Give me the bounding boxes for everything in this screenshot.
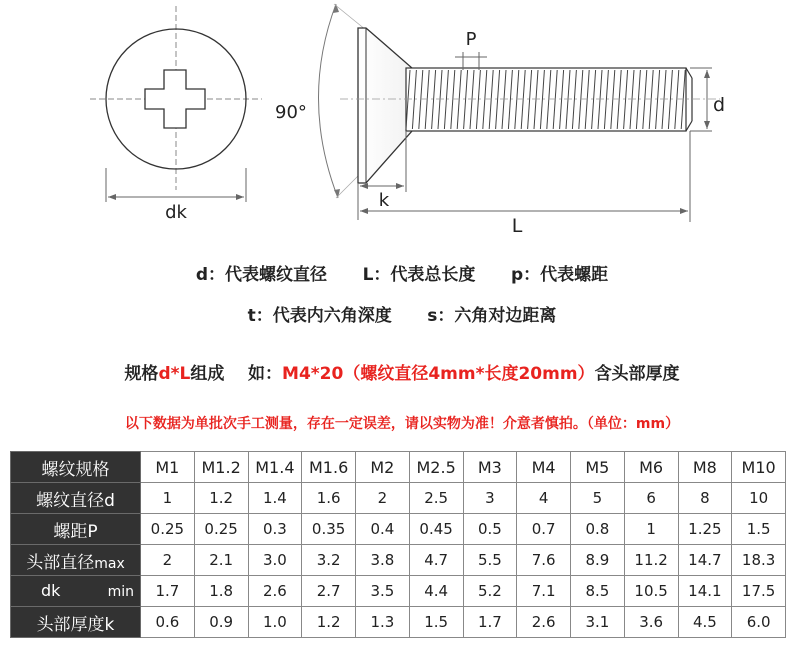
spec-middle: 组成 如：	[190, 364, 283, 384]
cell-pitch-4: 0.4	[356, 514, 410, 545]
cell-head-max-4: 3.8	[356, 545, 410, 576]
spec-prefix: 规格	[124, 364, 159, 384]
cell-head-max-2: 3.0	[248, 545, 302, 576]
cell-head-max-8: 8.9	[571, 545, 625, 576]
legend-line-2	[0, 301, 804, 326]
cell-head-min-9: 10.5	[624, 576, 678, 607]
cell-head-min-4: 3.5	[356, 576, 410, 607]
header-head-min-sub: min	[107, 584, 134, 600]
cell-thickness-0: 0.6	[141, 607, 195, 638]
cell-thickness-7: 2.6	[517, 607, 571, 638]
head-top-view	[90, 6, 262, 223]
cell-head-min-5: 4.4	[409, 576, 463, 607]
cell-head-max-5: 4.7	[409, 545, 463, 576]
row-pitch	[11, 514, 786, 545]
cell-diameter-10: 8	[678, 483, 732, 514]
cell-thickness-6: 1.7	[463, 607, 517, 638]
l-label: L	[511, 215, 523, 237]
spec-composition	[0, 359, 804, 384]
cell-head-min-8: 8.5	[571, 576, 625, 607]
spec-example: M4*20（螺纹直径4mm*长度20mm）	[282, 364, 595, 384]
header-pitch: 螺距P	[11, 514, 141, 545]
spec-formula: d*L	[158, 364, 191, 384]
cell-head-max-7: 7.6	[517, 545, 571, 576]
header-diameter: 螺纹直径d	[11, 483, 141, 514]
cell-thickness-4: 1.3	[356, 607, 410, 638]
cell-sizes-0: M1	[141, 452, 195, 483]
cell-pitch-2: 0.3	[248, 514, 302, 545]
row-diameter	[11, 483, 786, 514]
legend-line-1	[0, 260, 804, 285]
header-thickness: 头部厚度k	[11, 607, 141, 638]
cell-head-min-2: 2.6	[248, 576, 302, 607]
cell-sizes-6: M3	[463, 452, 517, 483]
cell-sizes-5: M2.5	[409, 452, 463, 483]
cell-sizes-7: M4	[517, 452, 571, 483]
cell-diameter-0: 1	[141, 483, 195, 514]
screw-side-view	[275, 4, 725, 237]
cell-sizes-4: M2	[356, 452, 410, 483]
header-head-max-main: 头部直径	[26, 552, 95, 573]
cell-head-max-10: 14.7	[678, 545, 732, 576]
cell-pitch-0: 0.25	[141, 514, 195, 545]
cell-diameter-7: 4	[517, 483, 571, 514]
cell-sizes-11: M10	[732, 452, 786, 483]
p-label: P	[465, 29, 477, 50]
cell-diameter-3: 1.6	[302, 483, 356, 514]
cell-sizes-1: M1.2	[194, 452, 248, 483]
screw-diagram	[0, 0, 804, 250]
cell-pitch-11: 1.5	[732, 514, 786, 545]
cell-sizes-9: M6	[624, 452, 678, 483]
dk-label: dk	[165, 202, 187, 223]
cell-thickness-10: 4.5	[678, 607, 732, 638]
cell-head-min-1: 1.8	[194, 576, 248, 607]
cell-sizes-8: M5	[571, 452, 625, 483]
cell-diameter-6: 3	[463, 483, 517, 514]
header-spec: 螺纹规格	[11, 452, 141, 483]
cell-thickness-3: 1.2	[302, 607, 356, 638]
cell-thickness-9: 3.6	[624, 607, 678, 638]
cell-pitch-7: 0.7	[517, 514, 571, 545]
cell-thickness-5: 1.5	[409, 607, 463, 638]
cell-thickness-1: 0.9	[194, 607, 248, 638]
legend-p: p：代表螺距	[510, 265, 609, 285]
cell-diameter-11: 10	[732, 483, 786, 514]
cell-head-min-10: 14.1	[678, 576, 732, 607]
legend-t: t：代表内六角深度	[247, 306, 392, 326]
spec-suffix: 含头部厚度	[594, 364, 680, 384]
cell-diameter-9: 6	[624, 483, 678, 514]
row-spec	[11, 452, 786, 483]
legend-l: L：代表总长度	[362, 265, 476, 285]
header-head-max-sub: max	[94, 555, 125, 572]
cell-pitch-3: 0.35	[302, 514, 356, 545]
cell-pitch-10: 1.25	[678, 514, 732, 545]
cell-head-min-6: 5.2	[463, 576, 517, 607]
cell-head-min-0: 1.7	[141, 576, 195, 607]
cell-diameter-1: 1.2	[194, 483, 248, 514]
cell-head-max-1: 2.1	[194, 545, 248, 576]
legend-d: d：代表螺纹直径	[195, 265, 328, 285]
phillips-cross-icon	[145, 70, 205, 128]
spec-table	[10, 451, 786, 638]
cell-pitch-6: 0.5	[463, 514, 517, 545]
cell-head-max-3: 3.2	[302, 545, 356, 576]
header-head-min-main: dk	[41, 581, 61, 600]
row-head-min	[11, 576, 786, 607]
cell-head-min-11: 17.5	[732, 576, 786, 607]
cell-thickness-11: 6.0	[732, 607, 786, 638]
header-head-max	[11, 545, 141, 576]
cell-thickness-2: 1.0	[248, 607, 302, 638]
d-label: d	[713, 94, 726, 116]
cell-pitch-8: 0.8	[571, 514, 625, 545]
cell-diameter-8: 5	[571, 483, 625, 514]
cell-sizes-3: M1.6	[302, 452, 356, 483]
angle-label: 90°	[275, 102, 307, 123]
cell-pitch-5: 0.45	[409, 514, 463, 545]
cell-sizes-2: M1.4	[248, 452, 302, 483]
cell-diameter-5: 2.5	[409, 483, 463, 514]
cell-pitch-9: 1	[624, 514, 678, 545]
measurement-notice: 以下数据为单批次手工测量，存在一定误差，请以实物为准！介意者慎拍。（单位：mm）	[124, 416, 680, 432]
row-thickness	[11, 607, 786, 638]
legend-s: s：六角对边距离	[427, 306, 557, 326]
row-head-max	[11, 545, 786, 576]
k-label: k	[378, 190, 390, 211]
cell-head-max-9: 11.2	[624, 545, 678, 576]
cell-head-max-11: 18.3	[732, 545, 786, 576]
cell-head-max-6: 5.5	[463, 545, 517, 576]
cell-pitch-1: 0.25	[194, 514, 248, 545]
cell-head-min-3: 2.7	[302, 576, 356, 607]
cell-diameter-2: 1.4	[248, 483, 302, 514]
header-head-min	[11, 576, 141, 607]
cell-sizes-10: M8	[678, 452, 732, 483]
cell-thickness-8: 3.1	[571, 607, 625, 638]
cell-diameter-4: 2	[356, 483, 410, 514]
cell-head-min-7: 7.1	[517, 576, 571, 607]
cell-head-max-0: 2	[141, 545, 195, 576]
